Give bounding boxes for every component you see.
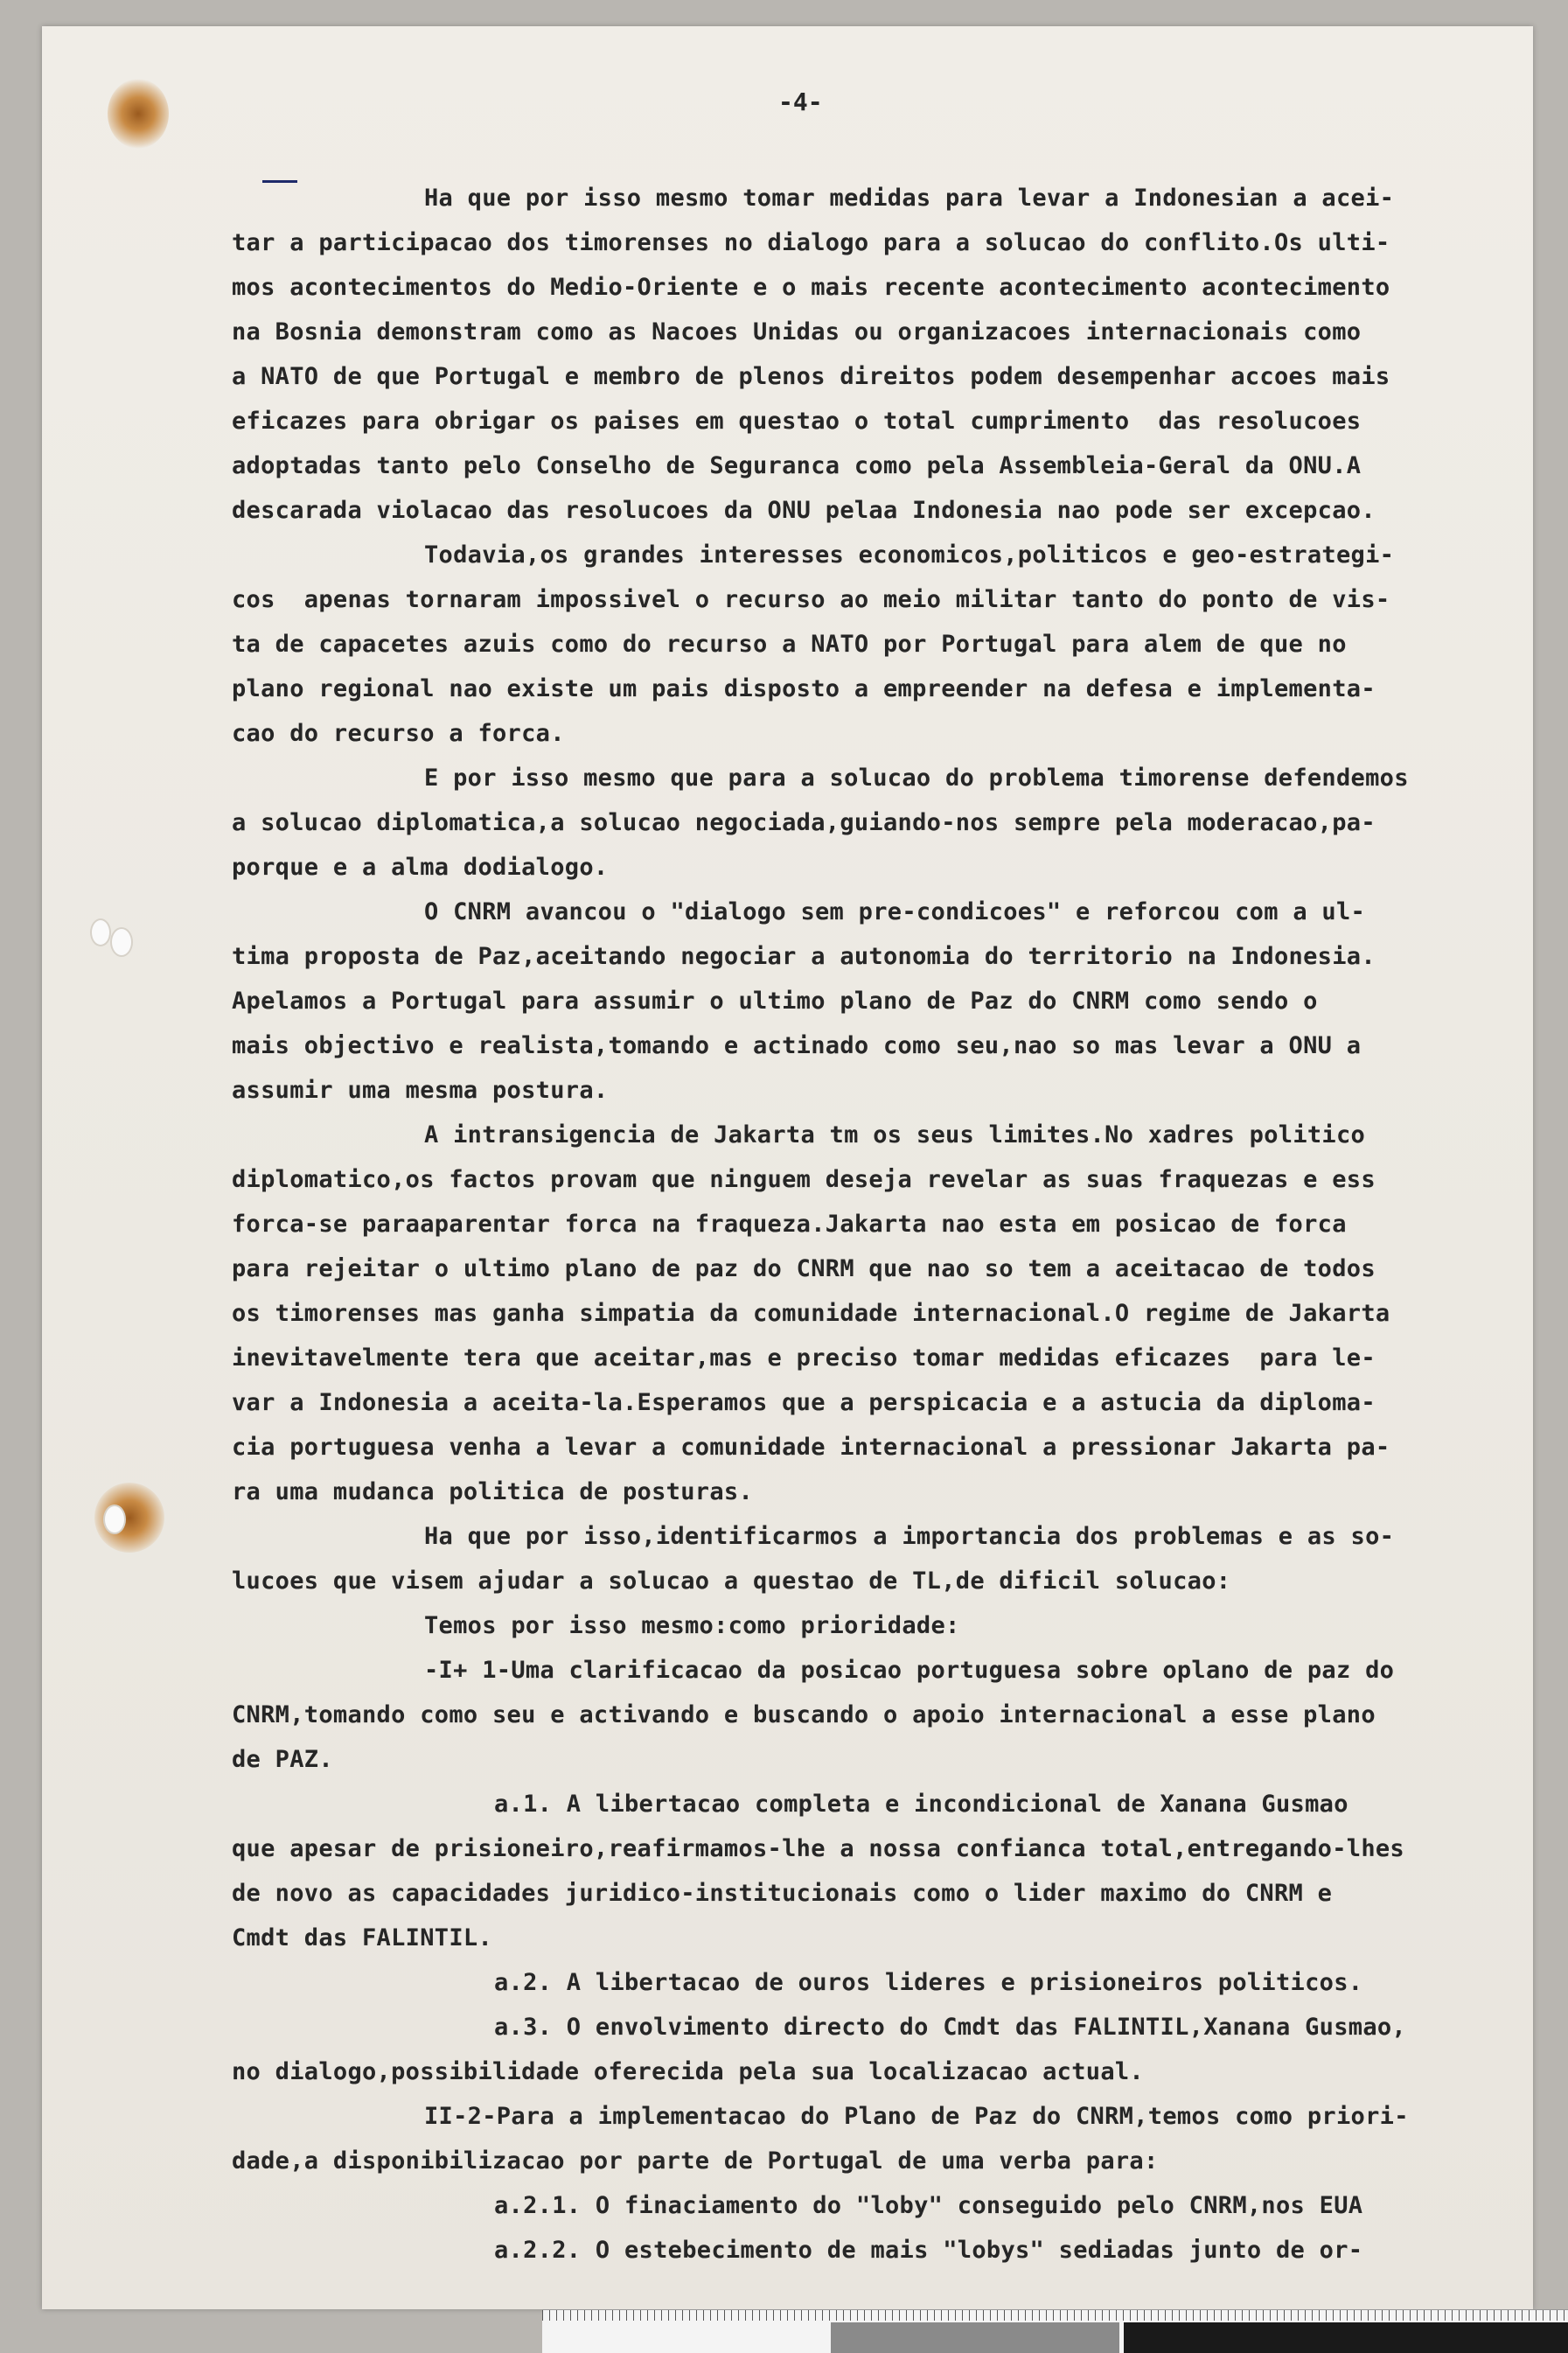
text-line: de PAZ. [232, 1746, 333, 1773]
text-line: cia portuguesa venha a levar a comunidade internacional a pressionar Jakarta pa- [232, 1434, 1390, 1461]
grey-patch [831, 2322, 1119, 2353]
ruler-ticks [542, 2310, 1568, 2321]
text-line: Todavia,os grandes interesses economicos,politicos e geo-estrategi- [424, 541, 1395, 569]
text-line: a.1. A libertacao completa e incondicional de Xanana Gusmao [494, 1791, 1348, 1818]
text-line: E por isso mesmo que para a solucao do problema timorense defendemos [424, 765, 1409, 792]
text-line: Apelamos a Portugal para assumir o ultimo plano de Paz do CNRM como sendo o [232, 988, 1318, 1015]
punch-hole [90, 918, 111, 946]
text-line: diplomatico,os factos provam que ninguem deseja revelar as suas fraquezas e ess [232, 1166, 1376, 1193]
black-patch [1124, 2322, 1568, 2353]
text-line: forca-se paraaparentar forca na fraqueza.Jakarta nao esta em posicao de forca [232, 1211, 1347, 1238]
page-number: -4- [778, 87, 823, 116]
scan-color-ruler [542, 2309, 1568, 2353]
text-line: mos acontecimentos do Medio-Oriente e o mais recente acontecimento acontecimento [232, 274, 1390, 301]
punch-hole [103, 1505, 126, 1534]
text-line: lucoes que visem ajudar a solucao a questao de TL,de dificil solucao: [232, 1568, 1231, 1595]
text-line: -I+ 1-Uma clarificacao da posicao portuguesa sobre oplano de paz do [424, 1657, 1395, 1684]
text-line: a.2. A libertacao de ouros lideres e prisioneiros politicos. [494, 1969, 1363, 1996]
text-line: mais objectivo e realista,tomando e actinado como seu,nao so mas levar a ONU a [232, 1032, 1362, 1059]
text-line: plano regional nao existe um pais disposto a empreender na defesa e implementa- [232, 675, 1376, 702]
pen-mark [262, 180, 297, 183]
rust-stain [108, 79, 169, 149]
text-line: que apesar de prisioneiro,reafirmamos-lhe a nossa confianca total,entregando-lhes [232, 1835, 1404, 1862]
text-line: cao do recurso a forca. [232, 720, 565, 747]
text-line: de novo as capacidades juridico-institucionais como o lider maximo do CNRM e [232, 1880, 1333, 1907]
text-line: eficazes para obrigar os paises em questao o total cumprimento das resolucoes [232, 408, 1362, 435]
text-line: Ha que por isso,identificarmos a importancia dos problemas e as so- [424, 1523, 1395, 1550]
text-line: ra uma mudanca politica de posturas. [232, 1478, 753, 1505]
text-line: O CNRM avancou o "dialogo sem pre-condicoes" e reforcou com a ul- [424, 898, 1366, 925]
text-line: dade,a disponibilizacao por parte de Portugal de uma verba para: [232, 2147, 1159, 2175]
text-line: a NATO de que Portugal e membro de plenos direitos podem desempenhar accoes mais [232, 363, 1390, 390]
text-line: para rejeitar o ultimo plano de paz do CNRM que nao so tem a aceitacao de todos [232, 1255, 1376, 1282]
text-line: A intransigencia de Jakarta tm os seus limites.No xadres politico [424, 1121, 1366, 1149]
text-line: Temos por isso mesmo:como prioridade: [424, 1612, 960, 1639]
text-line: Ha que por isso mesmo tomar medidas para levar a Indonesian a acei- [424, 185, 1395, 212]
text-line: var a Indonesia a aceita-la.Esperamos que a perspicacia e a astucia da diploma- [232, 1389, 1376, 1416]
text-line: na Bosnia demonstram como as Nacoes Unidas ou organizacoes internacionais como [232, 318, 1362, 346]
text-line: adoptadas tanto pelo Conselho de Seguranca como pela Assembleia-Geral da ONU.A [232, 452, 1362, 479]
text-line: Cmdt das FALINTIL. [232, 1924, 492, 1952]
punch-hole [110, 927, 133, 957]
text-line: os timorenses mas ganha simpatia da comunidade internacional.O regime de Jakarta [232, 1300, 1390, 1327]
text-line: porque e a alma dodialogo. [232, 854, 609, 881]
text-line: inevitavelmente tera que aceitar,mas e preciso tomar medidas eficazes para le- [232, 1344, 1376, 1372]
text-line: tima proposta de Paz,aceitando negociar a autonomia do territorio na Indonesia. [232, 943, 1376, 970]
text-line: a.2.1. O finaciamento do "loby" conseguido pelo CNRM,nos EUA [494, 2192, 1363, 2219]
text-line: a.3. O envolvimento directo do Cmdt das FALINTIL,Xanana Gusmao, [494, 2014, 1406, 2041]
text-line: II-2-Para a implementacao do Plano de Paz do CNRM,temos como priori- [424, 2103, 1409, 2130]
text-line: a.2.2. O estebecimento de mais "lobys" sediadas junto de or- [494, 2237, 1363, 2264]
text-line: no dialogo,possibilidade oferecida pela sua localizacao actual. [232, 2058, 1144, 2085]
text-line: descarada violacao das resolucoes da ONU pelaa Indonesia nao pode ser excepcao. [232, 497, 1376, 524]
text-line: cos apenas tornaram impossivel o recurso ao meio militar tanto do ponto de vis- [232, 586, 1390, 613]
text-line: a solucao diplomatica,a solucao negociada,guiando-nos sempre pela moderacao,pa- [232, 809, 1376, 836]
text-line: tar a participacao dos timorenses no dialogo para a solucao do conflito.Os ulti- [232, 229, 1390, 256]
text-line: CNRM,tomando como seu e activando e buscando o apoio internacional a esse plano [232, 1701, 1376, 1728]
text-line: assumir uma mesma postura. [232, 1077, 609, 1104]
text-line: ta de capacetes azuis como do recurso a NATO por Portugal para alem de que no [232, 631, 1347, 658]
